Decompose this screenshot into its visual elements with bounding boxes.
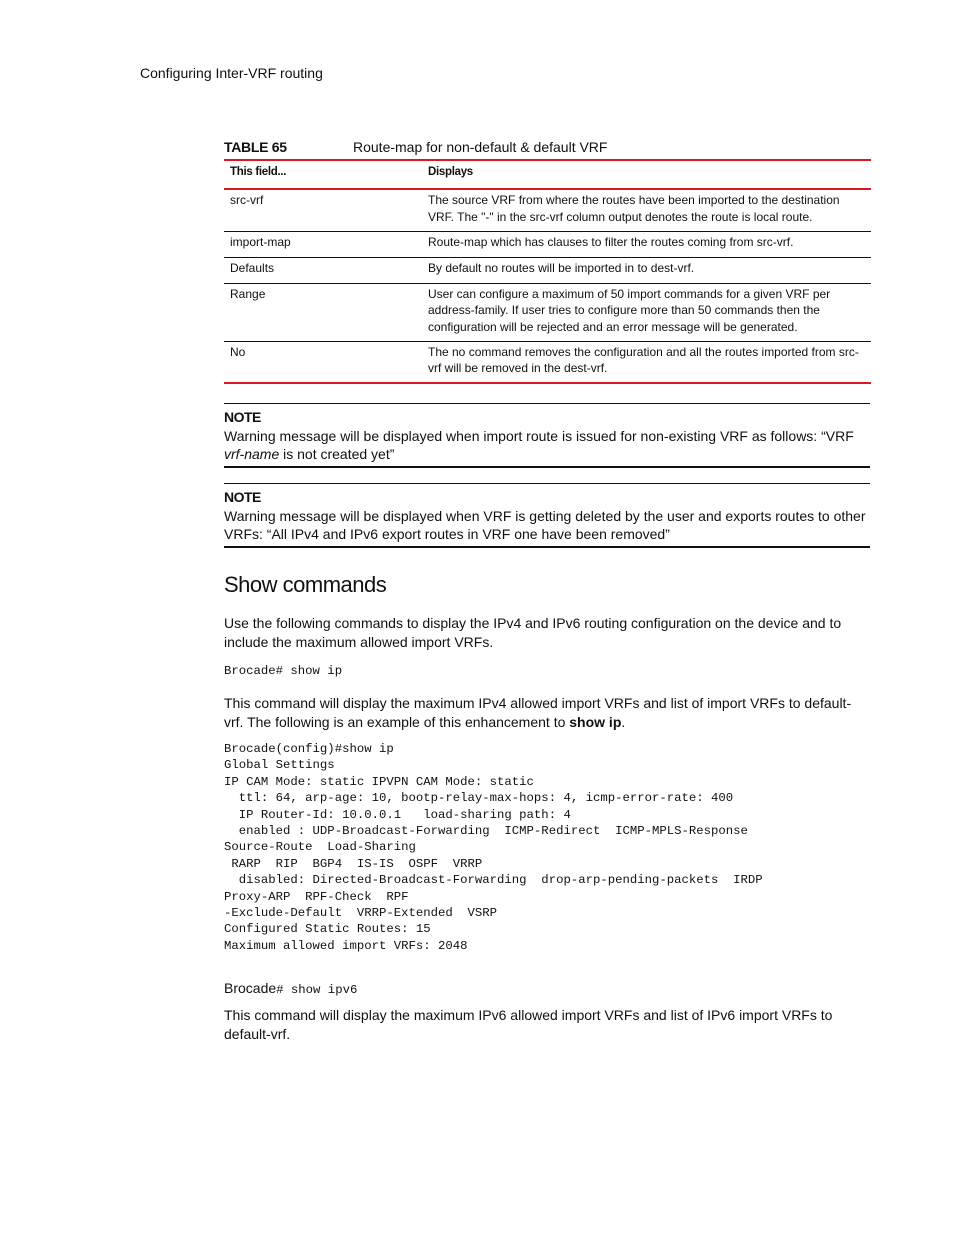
note-text	[224, 427, 870, 464]
table-cell-field: src-vrf	[230, 193, 264, 207]
table-row	[224, 283, 871, 341]
table-cell-field: No	[230, 344, 246, 359]
note-text-italic: vrf-name	[224, 446, 280, 462]
running-header: Configuring Inter-VRF routing	[140, 65, 323, 81]
table-cell-display: The source VRF from where the routes have been imported to the destination VRF. The "-" in the src-vrf column output denotes the route is local route.	[428, 193, 840, 224]
note-text-part: is not created yet”	[279, 446, 395, 462]
note-text: Warning message will be displayed when VRF is getting deleted by the user and exports routes to other VRFs: “All IPv4 and IPv6 export routes in VRF one have been removed”	[224, 507, 866, 542]
table-cell-display: User can configure a maximum of 50 import commands for a given VRF per address-family. If user tries to configure more than 50 commands then the configuration will be rejected and an error message will be generated.	[428, 286, 831, 334]
table-cell-display: The no command removes the configuration and all the routes imported from src-vrf will be removed in the dest-vrf.	[428, 344, 859, 375]
route-map-table	[224, 159, 871, 384]
table-cell-display: By default no routes will be imported in to dest-vrf.	[428, 260, 695, 275]
intro-paragraph: Use the following commands to display the IPv4 and IPv6 routing configuration on the device and to include the maximum allowed import VRFs.	[224, 615, 842, 650]
table-cell-field: import-map	[230, 234, 291, 249]
command-prefix: Brocade	[224, 980, 277, 996]
description-show-ip	[224, 694, 870, 732]
command-show-ip: Brocade# show ip	[224, 664, 343, 678]
table-cell-field: Defaults	[230, 260, 275, 275]
table-header-row	[224, 160, 871, 189]
table-row	[224, 189, 871, 231]
table-number: TABLE 65	[224, 139, 287, 155]
column-header-displays: Displays	[428, 166, 473, 178]
note-box	[224, 403, 870, 468]
desc-text: .	[621, 714, 626, 730]
table-row	[224, 257, 871, 283]
command-text: # show ipv6	[276, 983, 358, 997]
command-show-ipv6	[224, 979, 870, 1000]
desc-bold: show ip	[569, 714, 622, 730]
table-title: Route-map for non-default & default VRF	[353, 139, 608, 155]
desc-text: This command will display the maximum IPv4 allowed import VRFs and list of import VRFs to default-vrf. The following is an example of this enhancement to	[224, 695, 852, 730]
note-text-part: Warning message will be displayed when import route is issued for non-existing VRF as follows: “VRF	[224, 427, 854, 444]
section-heading: Show commands	[224, 572, 387, 597]
description-show-ipv6: This command will display the maximum IPv6 allowed import VRFs and list of IPv6 import VRFs to default-vrf.	[224, 1007, 833, 1042]
note-box	[224, 483, 870, 548]
note-label: NOTE	[224, 409, 261, 425]
table-caption	[224, 139, 870, 155]
column-header-field: This field...	[230, 166, 287, 178]
table-row	[224, 231, 871, 257]
code-example: Brocade(config)#show ip Global Settings IP CAM Mode: static IPVPN CAM Mode: static ttl: 64, arp-age: 10, bootp-relay-max-hops: 4, icmp-error-rate: 400 IP Router-Id: 10.0.0.1 load-sharing path: 4 enabled : UDP-Broadcast-Forwarding ICMP-Redirect ICMP-MPLS-Response Source-Route Load-Sharing RARP RIP BGP4 IS-IS OSPF VRRP disabled: Directed-Broadcast-Forwarding drop-arp-pending-packets IRDP Proxy-ARP RPF-Check RPF -Exclude-Default VRRP-Extended VSRP Configured Static Routes: 15 Maximum allowed import VRFs: 2048	[224, 742, 763, 953]
table-cell-display: Route-map which has clauses to filter the routes coming from src-vrf.	[428, 234, 794, 249]
table-row	[224, 341, 871, 383]
table-cell-field: Range	[230, 286, 266, 301]
note-label: NOTE	[224, 489, 261, 505]
